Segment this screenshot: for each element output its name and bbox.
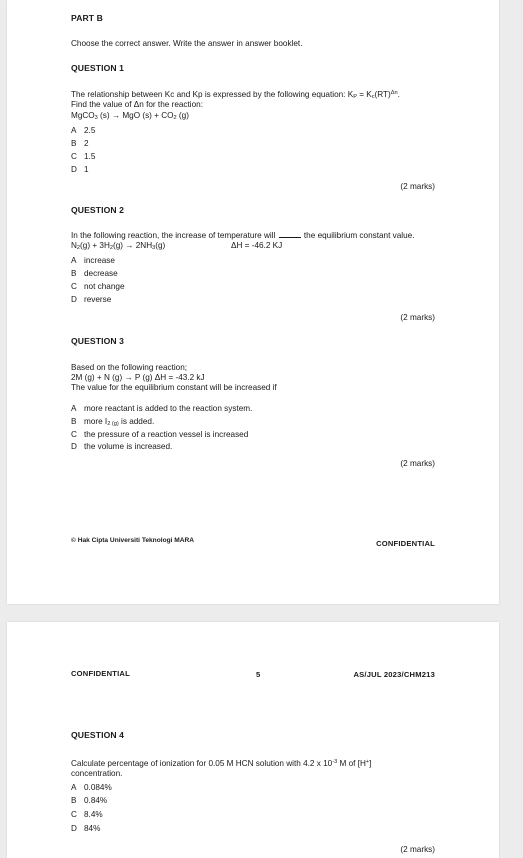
question-1-reaction: MgCO$_3$ (s) → MgO $(s) + CO_2$ (g) [71,111,189,121]
header-confidential: CONFIDENTIAL [71,669,130,678]
question-3-line-2: The value for the equilibrium constant will be increased if [71,383,277,392]
question-4-title: QUESTION 4 [71,730,125,740]
question-2-option-d: D reverse [71,295,112,304]
question-4-marks: (2 marks) [400,845,435,854]
question-1-line-1: The relationship between Kc and Kp is expressed by the following equation: $K_P = K_c(RT)^{\Delta n}$. [71,90,400,100]
question-4-option-a: A 0.084% [71,783,112,792]
question-1-line-2: Find the value of Δn for the reaction: [71,100,203,109]
instruction-text: Choose the correct answer. Write the answer in answer booklet. [71,39,303,48]
question-3-marks: (2 marks) [400,459,435,468]
question-1-option-d: D 1 [71,165,89,174]
question-2-reaction: $N_2(g) + 3H_2(g) \to 2NH_3(g)$ [71,241,166,251]
question-2-title: QUESTION 2 [71,205,125,215]
question-3-option-a: A more reactant is added to the reaction system. [71,404,253,413]
question-2-option-c: C not change [71,282,125,291]
question-3-option-c: C the pressure of a reaction vessel is increased [71,430,249,439]
question-4-line-2: concentration. [71,769,123,778]
page-number: 5 [256,670,261,679]
question-2-marks: (2 marks) [400,313,435,322]
question-1-option-c: C 1.5 [71,152,96,161]
answer-blank [279,232,301,238]
part-title: PART B [71,13,103,23]
question-1-marks: (2 marks) [400,182,435,191]
question-2-option-b: B decrease [71,269,118,278]
question-3-title: QUESTION 3 [71,336,125,346]
question-2-line-1: In the following reaction, the increase of temperature will the equilibrium constant value. [71,231,415,240]
question-4-line-1: Calculate percentage of ionization for 0.05 M HCN solution with 4.2 x $10^{-3}$ M of [H+] [71,759,372,768]
exam-page-1 [7,0,499,604]
question-3-reaction: 2M (g) + N (g) → P (g) ΔH = -43.2 kJ [71,373,205,382]
header-course-code: AS/JUL 2023/CHM213 [353,670,435,679]
question-3-option-d: D the volume is increased. [71,442,173,451]
question-3-line-1: Based on the following reaction; [71,363,188,372]
question-1-option-a: A 2.5 [71,126,96,135]
question-4-option-c: C 8.4% [71,810,103,819]
question-2-option-a: A increase [71,256,115,265]
question-4-option-d: D 84% [71,824,101,833]
question-1-option-b: B 2 [71,139,89,148]
question-2-enthalpy: ΔH = -46.2 KJ [231,241,283,250]
question-4-option-b: B 0.84% [71,796,108,805]
question-1-title: QUESTION 1 [71,63,125,73]
question-3-option-b: B more $I_{2 (g)}$ is added. [71,417,155,427]
footer-copyright: © Hak Cipta Universiti Teknologi MARA [71,537,195,544]
exam-page-2 [7,622,499,858]
footer-confidential: CONFIDENTIAL [376,539,435,548]
